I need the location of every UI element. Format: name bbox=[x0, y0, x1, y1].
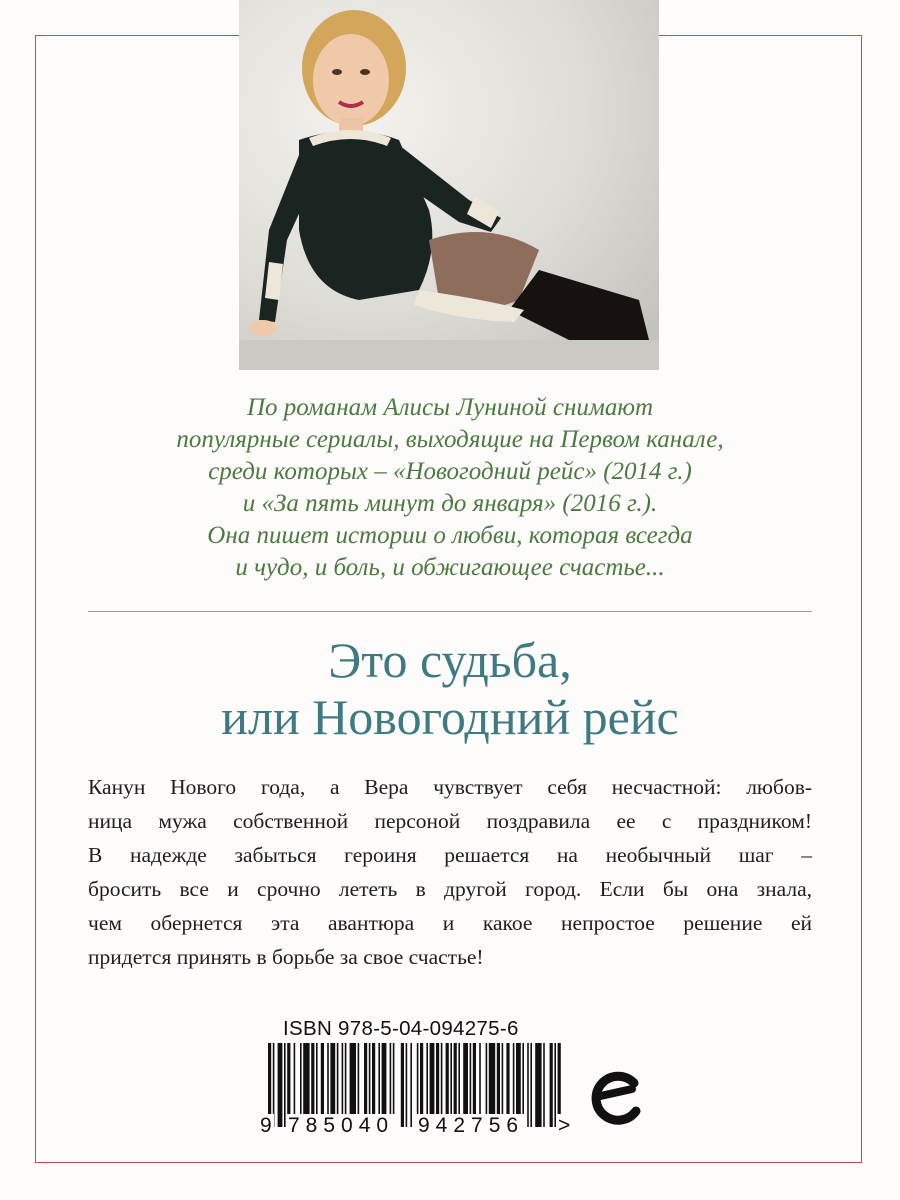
bio-line: По романам Алисы Луниной снимают bbox=[246, 394, 654, 421]
barcode-digits-left: 785040 bbox=[288, 1114, 395, 1137]
author-bio bbox=[90, 392, 810, 584]
bio-line: и «За пять минут до января» (2016 г.). bbox=[242, 490, 658, 517]
annotation-line: ница мужа собственной персоной поздравила ее с праздником! bbox=[88, 809, 812, 833]
annotation-line: бросить все и срочно лететь в другой город. Если бы она знала, bbox=[88, 877, 812, 901]
book-annotation bbox=[88, 770, 812, 974]
isbn-number: ISBN 978-5-04-094275-6 bbox=[283, 1017, 519, 1040]
annotation-line: придется принять в борьбе за свое счастье! bbox=[88, 945, 484, 969]
barcode-digit-first: 9 bbox=[260, 1114, 272, 1137]
barcode-quiet-mark: > bbox=[558, 1114, 571, 1137]
barcode-digits-right: 942756 bbox=[418, 1114, 525, 1137]
section-divider bbox=[88, 611, 812, 612]
author-photo bbox=[239, 0, 659, 370]
barcode-bar bbox=[530, 1043, 532, 1127]
book-title-line: или Новогодний рейс bbox=[221, 689, 679, 745]
book-title-line: Это судьба, bbox=[328, 632, 572, 688]
barcode-bar bbox=[550, 1043, 553, 1127]
bio-line: среди которых – «Новогодний рейс» (2014 г.) bbox=[208, 458, 692, 485]
barcode-bar bbox=[535, 1043, 541, 1127]
annotation-line: В надежде забыться героиня решается на необычный шаг – bbox=[88, 843, 812, 867]
author-photo-illustration bbox=[239, 0, 659, 370]
bio-line: популярные сериалы, выходящие на Первом канале, bbox=[176, 426, 724, 453]
barcode-bar bbox=[543, 1043, 545, 1127]
bio-line: и чудо, и боль, и обжигающее счастье... bbox=[235, 554, 665, 581]
book-title bbox=[60, 632, 840, 746]
barcode-bar bbox=[278, 1043, 283, 1127]
annotation-line: Канун Нового года, а Вера чувствует себя несчастной: любов- bbox=[88, 775, 812, 799]
bio-line: Она пишет истории о любви, которая всегда bbox=[207, 522, 693, 549]
barcode-bar bbox=[406, 1043, 408, 1127]
annotation-line: чем обернется эта авантюра и какое непростое решение ей bbox=[88, 911, 812, 935]
barcode-bar bbox=[401, 1043, 404, 1127]
barcode bbox=[258, 1043, 578, 1163]
eksmo-logo-icon bbox=[586, 1053, 646, 1143]
barcode-bar bbox=[410, 1043, 412, 1127]
barcode-bar bbox=[527, 1043, 529, 1127]
